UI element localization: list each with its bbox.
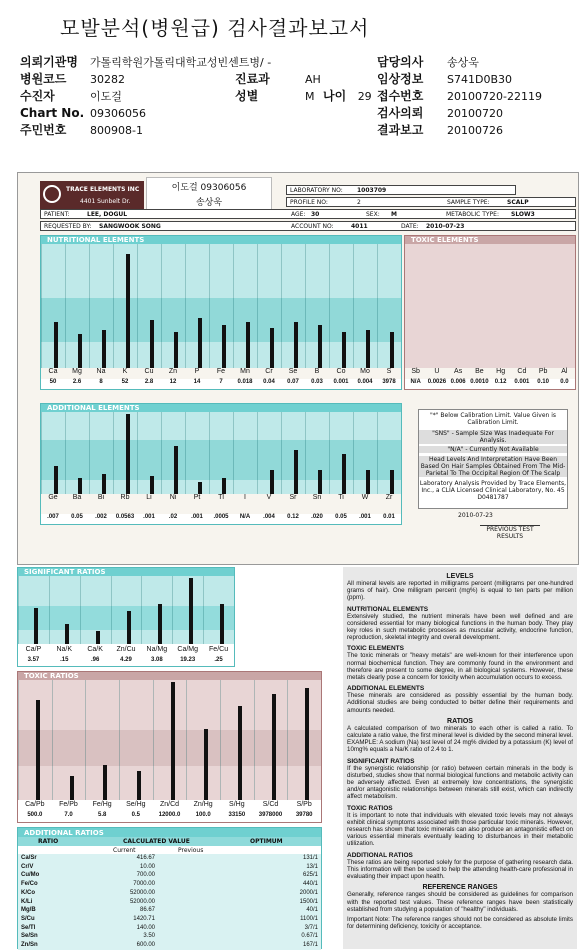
chart-value: 0.001 [333, 379, 349, 385]
ratio-previous [158, 898, 248, 907]
chart-bar [222, 325, 226, 368]
chart-label: Zr [385, 494, 393, 501]
chart-bar [220, 604, 224, 644]
table-row [18, 854, 321, 863]
chart-value: 0.0 [560, 379, 569, 385]
ratio-previous [158, 880, 248, 889]
table-row [18, 863, 321, 872]
ratio-name: Mg/B [21, 907, 36, 914]
chart-label: Zn/Cd [159, 801, 180, 808]
ratio-name: Se/Tl [21, 924, 36, 931]
ratio-value: 52000.00 [129, 898, 155, 905]
chart-bar [318, 470, 322, 494]
chart-label: Pt [193, 494, 201, 501]
ratio-value: 416.67 [136, 855, 155, 861]
chart-bar [342, 332, 346, 368]
table-row [18, 924, 321, 933]
chart-value: 12000.0 [158, 812, 181, 818]
chart-bar [198, 318, 202, 368]
chart-label: S/Pb [296, 801, 312, 808]
ratio-previous [158, 924, 248, 933]
chart-value: 14 [193, 379, 201, 385]
header-field: 검사의뢰 20100720 [377, 106, 503, 120]
chart-gridline [52, 680, 53, 800]
chart-label: Co [336, 368, 346, 375]
chart-bar [246, 322, 250, 368]
chart-label: Tl [218, 494, 224, 501]
chart-value: 8 [99, 379, 103, 385]
chart-gridline [172, 576, 173, 644]
chart-bar [270, 328, 274, 368]
chart-label: Cr [265, 368, 273, 375]
chart-label: Ca/K [87, 646, 103, 653]
ratio-optimum: 2000/1 [299, 889, 318, 896]
chart-value: 0.004 [357, 379, 373, 385]
chart-label: Fe [216, 368, 226, 375]
header-field: 진료과 AH [235, 72, 321, 86]
chart-bar [78, 334, 82, 368]
chart-label: Ti [338, 494, 344, 501]
chart-bar [103, 765, 107, 800]
chart-gridline [329, 412, 330, 494]
chart-value: 100.0 [195, 812, 211, 818]
table-row [18, 906, 321, 915]
chart-gridline [89, 244, 90, 368]
chart-value: 500.0 [27, 812, 43, 818]
chart-label: Na [96, 368, 106, 375]
chart-value: 7.0 [64, 812, 73, 818]
ratio-value: 86.67 [139, 907, 155, 914]
toxic-ratios-chart: TOXIC RATIOS Ca/Pb Fe/Pb Fe/Hg Se/Hg Zn/Cd Zn/Hg S/Hg S/Cd S/Pb 500.0 7.0 5.8 0.5 12000.0 100.0 33150 3978000 39780 [17, 671, 322, 823]
ratio-value: 700.00 [136, 872, 155, 879]
chart-bar [222, 478, 226, 494]
chart-value: .25 [214, 657, 223, 663]
chart-value: 0.10 [537, 379, 549, 385]
chart-bar [390, 470, 394, 494]
ratio-previous [158, 915, 248, 924]
chart-value: .02 [168, 514, 178, 520]
chart-value: .15 [60, 657, 69, 663]
chart-value: .002 [95, 514, 107, 520]
chart-gridline [89, 412, 90, 494]
significant-ratios-chart: SIGNIFICANT RATIOS Ca/P Na/K Ca/K Zn/Cu Na/Mg Ca/Mg Fe/Cu 3.57 .15 .96 4.29 3.08 19.23 .25 [17, 567, 235, 667]
lab-no-box: LABORATORY NO: 1003709 [286, 185, 516, 195]
chart-label: Pb [538, 368, 548, 375]
ratio-name: Fe/Co [21, 881, 38, 888]
chart-value: 3.08 [151, 657, 163, 663]
chart-gridline [254, 680, 255, 800]
chart-gridline [281, 412, 282, 494]
chart-bar [126, 254, 130, 368]
header-field: Chart No. 09306056 [20, 106, 146, 120]
chart-gridline [209, 412, 210, 494]
ratio-optimum: 167/1 [302, 942, 318, 949]
chart-value: 7 [219, 379, 223, 385]
chart-label: As [454, 368, 463, 375]
chart-bar [198, 482, 202, 494]
chart-bar [70, 776, 74, 800]
chart-bar [189, 578, 193, 644]
chart-gridline [161, 412, 162, 494]
chart-gridline [18, 576, 19, 644]
chart-gridline [209, 244, 210, 368]
table-row [18, 871, 321, 880]
chart-gridline [185, 244, 186, 368]
chart-gridline [281, 244, 282, 368]
chart-label: Sn [312, 494, 322, 501]
ratio-optimum: 625/1 [302, 872, 318, 879]
chart-value: .001 [191, 514, 203, 520]
header-field: 결과보고 20100726 [377, 123, 503, 137]
chart-label: Ca/P [25, 646, 42, 653]
chart-bar [137, 771, 141, 801]
chart-value: 12 [169, 379, 177, 385]
chart-value: 0.0010 [470, 379, 489, 385]
chart-value: 0.05 [71, 514, 83, 520]
table-row [18, 932, 321, 941]
chart-value: .001 [359, 514, 371, 520]
chart-gridline [185, 412, 186, 494]
chart-bar [126, 414, 130, 494]
ratio-value: 600.00 [136, 942, 155, 949]
chart-label: Sb [411, 368, 420, 375]
chart-value: 0.12 [494, 379, 507, 385]
chart-value: 3.57 [27, 657, 40, 663]
chart-gridline [141, 576, 142, 644]
chart-value: 0.006 [450, 379, 466, 385]
chart-value: .001 [143, 514, 155, 520]
chart-gridline [287, 680, 288, 800]
ratio-value: 1420.71 [133, 915, 155, 922]
chart-label: Be [475, 368, 484, 375]
chart-gridline [65, 412, 66, 494]
chart-label: Mg [72, 368, 82, 375]
chart-bar [127, 611, 131, 644]
chart-gridline [233, 244, 234, 368]
ratio-previous [158, 932, 248, 941]
page-title: 모발분석(병원급) 검사결과보고서 [60, 16, 370, 40]
ratio-name: Cr/V [21, 863, 34, 870]
chart-value: .96 [90, 657, 100, 663]
chart-gridline [119, 680, 120, 800]
chart-gridline [353, 244, 354, 368]
chart-value: 0.04 [263, 379, 275, 385]
chart-label: Ge [48, 494, 58, 501]
chart-gridline [233, 412, 234, 494]
chart-label: Zn/Cu [116, 646, 136, 653]
chart-gridline [203, 576, 204, 644]
chart-gridline [329, 244, 330, 368]
chart-value: .0005 [213, 514, 229, 520]
chart-label: Cd [517, 368, 527, 375]
chart-bar [102, 330, 106, 368]
header-field: 성별 M [235, 89, 315, 103]
chart-label: Bi [97, 494, 105, 501]
chart-bar [294, 450, 298, 494]
ratio-value: 52000.00 [129, 889, 155, 896]
header-field: 주민번호 800908-1 [20, 123, 143, 137]
chart-label: Mn [240, 368, 250, 375]
lab-logo: TRACE ELEMENTS INC 4401 Sunbelt Dr. [40, 181, 144, 211]
chart-gridline [18, 680, 19, 800]
chart-gridline [161, 244, 162, 368]
chart-bar [305, 688, 309, 800]
ratio-name: K/Co [21, 889, 35, 896]
header-field: 수진자 이도걸 [20, 89, 122, 103]
chart-value: 19.23 [180, 657, 196, 663]
ratio-previous [158, 889, 248, 898]
ratio-optimum: 13/1 [306, 863, 318, 870]
chart-bar [158, 604, 162, 644]
chart-label: S/Cd [262, 801, 279, 808]
ratio-name: Zn/Sn [21, 942, 38, 949]
chart-gridline [113, 412, 114, 494]
chart-bar [96, 631, 100, 644]
chart-label: K [122, 368, 128, 375]
chart-value: 0.03 [311, 379, 323, 385]
legend-box: "*" Below Calibration Limit. Value Given is Calibration Limit. "SNS" - Sample Size Was Inadequate For Analysis. "N/A" - Currently Not Available Head Levels And Interpretation Have Been Based On Hair Samples Obtained From The Mid-Parietal To The Occipital Region Of The Scalp Laboratory Analysis Provided by Trace Elements, Inc., a CLIA Licensed Clinical Laboratory, No. 45 D0481787 [418, 409, 568, 509]
ratio-value: 10.00 [139, 863, 155, 870]
chart-label: Ca/Mg [177, 646, 199, 653]
header-field: 임상정보 S741D0B30 [377, 72, 512, 86]
chart-bar [54, 322, 58, 368]
chart-value: 0.5 [131, 812, 140, 818]
ratio-name: Cu/Mo [21, 872, 40, 879]
chart-gridline [257, 412, 258, 494]
ratio-name: K/Li [21, 898, 33, 905]
ratio-name: S/Cu [21, 915, 35, 922]
ratio-previous [158, 854, 248, 863]
chart-value: .007 [47, 514, 59, 520]
chart-label: S [386, 368, 392, 375]
chart-value: 39780 [295, 812, 313, 818]
chart-bar [174, 446, 178, 494]
chart-value: 3978000 [258, 812, 283, 818]
report-header [20, 54, 580, 149]
ratio-optimum: 131/1 [302, 855, 318, 861]
chart-bar [366, 470, 370, 494]
chart-label: W [361, 494, 369, 501]
chart-gridline [111, 576, 112, 644]
chart-gridline [113, 244, 114, 368]
chart-value: 0.05 [335, 514, 347, 520]
header-field: 담당의사 송상욱 [377, 55, 479, 69]
chart-bar [102, 474, 106, 494]
chart-label: Ca/Pb [25, 801, 45, 808]
chart-value: 52 [121, 379, 129, 385]
chart-value: 0.0563 [115, 514, 135, 520]
chart-value: 0.07 [287, 379, 299, 385]
chart-gridline [377, 244, 378, 368]
chart-bar [34, 608, 38, 644]
profile-box: PROFILE NO: 2 SAMPLE TYPE: SCALP [286, 197, 576, 207]
chart-gridline [41, 412, 42, 494]
ratio-previous [158, 863, 248, 872]
chart-label: Ba [72, 494, 82, 501]
chart-gridline [49, 576, 50, 644]
chart-bar [174, 332, 178, 368]
ratio-optimum: 440/1 [302, 881, 318, 888]
ratio-name: Ca/Sr [21, 855, 37, 861]
explanation-panel: LEVELS All mineral levels are reported in milligrams percent (milligrams per one-hundred grams of hair). One milligram percent (mg%) is equal to ten parts per million (ppm). NUTRITIONAL ELEMENTS Extensively studied, the nutrient minerals have been well defined and are considered essential for many biological functions in the human body. They play key roles in such metabolic processes as muscular activity, endocrine function, reproduction, skeletal integrity and overall development. TOXIC ELEMENTS The toxic minerals or "heavy metals" are well-known for their interference upon normal biochemical function. They are commonly found in the environment and therefore are present to some degree, in all biological systems. However, these metals clearly pose a concern for toxicity when accumulation occurs to excess. ADDITIONAL ELEMENTS These minerals are considered as possibly essential by the human body. Additional studies are being conducted to better define their requirements and amounts needed. RATIOS A calculated comparison of two minerals to each other is called a ratio. To calculate a ratio value, the first mineral level is divided by the second mineral level. EXAMPLE: A sodium (Na) test level of 24 mg% divided by a potassium (K) level of 10mg% equals a Na/K ratio of 2.4 to 1. SIGNIFICANT RATIOS If the synergistic relationship (or ratio) between certain minerals in the body is disturbed, studies show that normal biological functions and metabolic activity can be adversely affected. Even at extremely low concentrations, the synergistic and/or antagonistic relationships between minerals still exist, which can indirectly affect metabolism. TOXIC RATIOS It is important to note that individuals with elevated toxic levels may not always exhibit clinical symptoms associated with those particular toxic minerals. However, research has shown that toxic minerals can also produce an antagonistic effect on various essential minerals eventually leading to disturbances in their metabolic utilization. ADDITIONAL RATIOS These ratios are being reported solely for the purpose of gathering research data. This information will then be used to help the attending health-care professional in evaluating their impact upon health. REFERENCE RANGES Generally, reference ranges should be considered as guidelines for comparison with the reported test values. These reference ranges have been statistically established from studying a population of "healthy" individuals. Important Note: The reference ranges should not be considered as absolute limits for determining deficiency, toxicity or acceptance. [343, 567, 577, 949]
chart-value: N/A [239, 514, 251, 520]
chart-label: S/Hg [229, 801, 245, 808]
chart-bar [390, 332, 394, 368]
patient-box: PATIENT: LEE, DOGUL AGE: 30 SEX: M METABOLIC TYPE: SLOW3 [40, 209, 576, 219]
chart-label: Na/K [56, 646, 73, 653]
chart-label: Na/Mg [146, 646, 168, 653]
chart-label: Sr [289, 494, 297, 501]
ratio-value: 7000.00 [133, 881, 155, 888]
toxic-elements-chart: TOXIC ELEMENTS Sb U As Be Hg Cd Pb Al N/A 0.0026 0.006 0.0010 0.12 0.001 0.10 0.0 [404, 235, 576, 390]
chart-bar [54, 466, 58, 494]
chart-bar [270, 470, 274, 494]
chart-gridline [65, 244, 66, 368]
additional-ratios-table: ADDITIONAL RATIOS RATIO CALCULATED VALUE OPTIMUM Current Previous Ca/Sr 416.67 131/1 Cr/V 10.00 13/1 Cu/Mo 700.00 625/1 Fe/Co 7000.00 440/1 K/Co 52000.00 2000/1 K/Li 52000.00 1500/1 Mg/B 86.67 40/1 S/Cu 1420.71 1100/1 Se/Tl 140.00 3/7/1 Se/Sn 3.50 0.67/1 Zn/Sn 600.00 167/1 [17, 827, 322, 949]
ratios-sheet [17, 565, 579, 950]
chart-label: Ni [169, 494, 177, 501]
requested-box: REQUESTED BY: SANGWOOK SONG ACCOUNT NO: 4011 DATE: 2010-07-23 [40, 221, 576, 231]
ratio-previous [158, 906, 248, 915]
chart-label: Ca [48, 368, 58, 375]
logo-emblem-icon [43, 185, 61, 203]
ratio-previous [158, 941, 248, 950]
ratio-optimum: 3/7/1 [304, 924, 318, 931]
chart-label: P [194, 368, 200, 375]
chart-gridline [257, 244, 258, 368]
chart-bar [65, 624, 69, 644]
chart-bar [238, 706, 242, 800]
header-field: 병원코드 30282 [20, 72, 125, 86]
chart-bar [78, 478, 82, 494]
header-field: 접수번호 20100720-22119 [377, 89, 542, 103]
table-row [18, 880, 321, 889]
chart-gridline [186, 680, 187, 800]
chart-label: Fe/Cu [209, 646, 229, 653]
chart-bar [150, 320, 154, 368]
chart-gridline [220, 680, 221, 800]
table-row [18, 889, 321, 898]
chart-label: Zn [168, 368, 178, 375]
chart-label: Fe/Pb [59, 801, 78, 808]
chart-label: Al [561, 368, 568, 375]
patient-stamp: 이도걸 09306056 송상욱 [146, 177, 272, 211]
chart-value: 2.6 [72, 379, 82, 385]
chart-label: V [266, 494, 272, 501]
chart-value: 33150 [228, 812, 246, 818]
table-row [18, 941, 321, 950]
chart-label: Cu [144, 368, 154, 375]
chart-label: Hg [496, 368, 506, 375]
chart-value: 0.12 [287, 514, 299, 520]
table-row [18, 915, 321, 924]
chart-bar [204, 729, 208, 800]
chart-value: 0.001 [514, 379, 530, 385]
chart-gridline [153, 680, 154, 800]
chart-value: 4.29 [120, 657, 132, 663]
chart-value: .020 [311, 514, 323, 520]
chart-value: N/A [410, 379, 421, 385]
chart-value: 5.8 [97, 812, 107, 818]
chart-value: 50 [49, 379, 57, 385]
chart-gridline [377, 412, 378, 494]
chart-gridline [137, 412, 138, 494]
chart-value: 0.018 [237, 379, 253, 385]
ratio-optimum: 1500/1 [299, 898, 318, 905]
ratio-optimum: 1100/1 [300, 915, 318, 922]
ratio-previous [158, 871, 248, 880]
chart-value: 2.8 [144, 379, 154, 385]
chart-bar [342, 454, 346, 494]
chart-bar [366, 330, 370, 368]
chart-label: U [434, 368, 440, 375]
table-row [18, 898, 321, 907]
chart-label: Fe/Hg [92, 801, 112, 808]
nutritional-elements-chart: NUTRITIONAL ELEMENTS Ca Mg Na K Cu Zn P Fe Mn Cr Se B Co Mo S 50 2.6 8 52 2.8 12 14 7 0.018 0.04 0.07 0.03 0.001 0.004 3978 [40, 235, 402, 390]
chart-label: Se/Hg [126, 801, 146, 808]
chart-label: B [314, 368, 320, 375]
chart-label: Zn/Hg [193, 801, 213, 808]
chart-value: 3978 [382, 379, 396, 385]
chart-value: 0.01 [383, 514, 395, 520]
chart-value: .004 [263, 514, 275, 520]
chart-gridline [305, 244, 306, 368]
chart-gridline [80, 576, 81, 644]
age-field: 나이 29 [323, 89, 372, 103]
chart-bar [294, 322, 298, 368]
chart-value: 0.0026 [427, 379, 447, 385]
additional-elements-chart: ADDITIONAL ELEMENTS Ge Ba Bi Rb Li Ni Pt Tl I V Sr Sn Ti W Zr .007 0.05 .002 0.0563 .001 .02 .001 .0005 N/A .004 0.12 .020 0.05 .001 0.01 [40, 403, 402, 525]
ratio-value: 140.00 [136, 924, 155, 931]
ratio-name: Se/Sn [21, 933, 38, 940]
chart-label: Rb [120, 494, 130, 501]
chart-gridline [41, 244, 42, 368]
chart-label: Mo [360, 368, 370, 375]
hair-analysis-sheet: TRACE ELEMENTS INC 4401 Sunbelt Dr. 이도걸 09306056 송상욱 LABORATORY NO: 1003709 PROFILE NO: 2 SAMPLE TYPE: SCALP PATIENT: LEE, DOGUL AGE: 30 SEX: M METABOLIC TYPE: SLOW3 REQUESTED BY: SANGWOOK SONG ACCOUNT NO: 4011 DATE: 2010-07-23 NUTRITIONAL ELEMENTS Ca Mg Na K Cu Zn P Fe Mn Cr Se B Co Mo S 50 2.6 8 52 2.8 12 14 7 0.018 0.04 0.07 0.03 0.001 0.004 3978 TOXIC ELEMENTS Sb U As Be Hg Cd Pb Al N/A 0.0026 0.006 0.0010 0.12 0.001 0.10 0.0 ADDITIONAL ELEMENTS Ge Ba Bi Rb Li Ni Pt Tl I V Sr Sn Ti W Zr .007 0.05 .002 0.0563 .001 .02 .001 .0005 N/A .004 0.12 .020 0.05 .001 0.01 "*" Below Calibration Limit. Value Given is Calibration Limit. "SNS" - Sample Size Was Inadequate For Analysis. "N/A" - Currently Not Available Head Levels And Interpretation Have Been Based On Hair Samples Obtained From The Mid-Parietal To The Occipital Region Of The Scalp Laboratory Analysis Provided by Trace Elements, Inc., a CLIA Licensed Clinical Laboratory, No. 45 D0481787 2010-07-23 PREVIOUS TEST RESULTS [17, 172, 579, 565]
chart-gridline [353, 412, 354, 494]
chart-label: Se [288, 368, 298, 375]
chart-label: Li [146, 494, 152, 501]
ratio-optimum: 0.67/1 [301, 933, 318, 940]
chart-bar [318, 325, 322, 368]
chart-gridline [85, 680, 86, 800]
chart-bar [150, 476, 154, 494]
ratio-optimum: 40/1 [306, 907, 318, 914]
chart-bar [36, 700, 40, 800]
ratio-value: 3.50 [143, 933, 155, 940]
chart-gridline [137, 244, 138, 368]
chart-label: I [244, 494, 246, 501]
chart-gridline [305, 412, 306, 494]
chart-bar [272, 694, 276, 800]
chart-bar [171, 682, 175, 800]
header-field: 의뢰기관명 가톨릭학원가톨릭대학교성빈센트병/ - [20, 55, 272, 69]
